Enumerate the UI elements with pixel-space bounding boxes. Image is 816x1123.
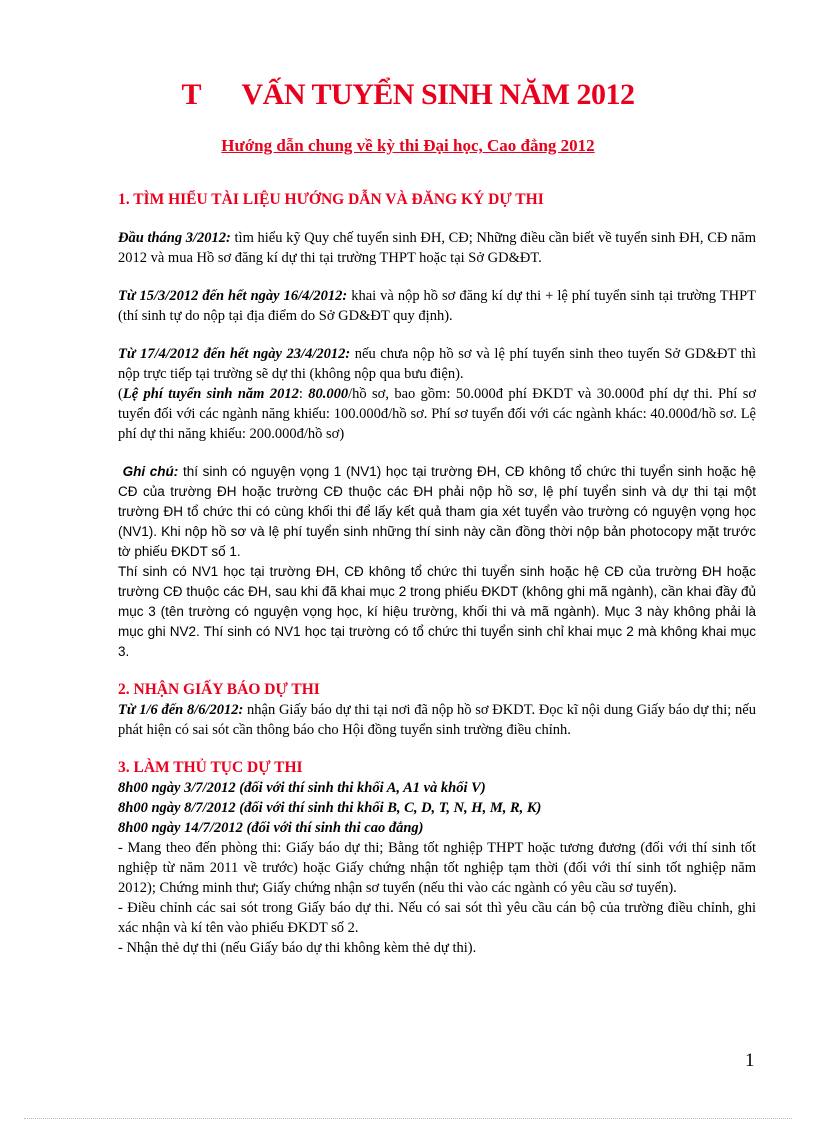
fee-label: Lệ phí tuyển sinh năm 2012	[122, 386, 299, 402]
date-label: Từ 15/3/2012 đến hết ngày 16/4/2012:	[118, 288, 348, 304]
paragraph-late-submission: Từ 17/4/2012 đến hết ngày 23/4/2012: nếu chưa nộp hồ sơ và lệ phí tuyển sinh theo tuyến Sở GD&ĐT thì nộp trực tiếp tại trường sẽ dự thi (không nộp qua bưu điện).	[118, 346, 756, 382]
title-part-b: VẤN TUYỂN SINH NĂM 2012	[241, 78, 635, 111]
fee-amount: 80.000	[308, 386, 349, 402]
page-title	[0, 78, 816, 112]
note-label: Ghi chú:	[122, 464, 179, 479]
page-subtitle: Hướng dẫn chung về kỳ thi Đại học, Cao đẳng 2012	[221, 136, 595, 155]
date-label: Từ 1/6 đến 8/6/2012:	[118, 702, 244, 718]
paragraph-note-continued: Thí sinh có NV1 học tại trường ĐH, CĐ không tổ chức thi tuyển sinh hoặc hệ CĐ của trường ĐH hoặc trường CĐ thuộc các ĐH, sau khi đã khai mục 2 trong phiếu ĐKDT (không ghi mã ngành), cần khai đầy đủ mục 3 (tên trường có nguyện vọng học, kí hiệu trường, khối thi và mã ngành). Mục 3 này không phải là mục ghi NV2. Thí sinh có NV1 học tại trường có tổ chức thi tuyển sinh chỉ khai mục 2 mà không khai mục 3.	[118, 564, 756, 659]
list-item: - Điều chỉnh các sai sót trong Giấy báo dự thi. Nếu có sai sót thì yêu cầu cán bộ của trường điều chỉnh, ghi xác nhận và kí tên vào phiếu ĐKDT số 2.	[118, 900, 756, 936]
schedule-line: 8h00 ngày 8/7/2012 (đối với thí sinh thi khối B, C, D, T, N, H, M, R, K)	[118, 800, 542, 816]
page-divider	[24, 1118, 792, 1119]
schedule-line: 8h00 ngày 14/7/2012 (đối với thí sinh thi cao đẳng)	[118, 820, 424, 836]
date-label: Đầu tháng 3/2012:	[118, 230, 231, 246]
paragraph-admission-notice: Từ 1/6 đến 8/6/2012: nhận Giấy báo dự thi tại nơi đã nộp hồ sơ ĐKDT. Đọc kĩ nội dung Giấy báo dự thi; nếu phát hiện có sai sót cần thông báo cho Hội đồng tuyển sinh trường điều chỉnh.	[118, 702, 756, 738]
paragraph-fees: (Lệ phí tuyển sinh năm 2012: 80.000/hồ sơ, bao gồm: 50.000đ phí ĐKDT và 30.000đ phí dự thi. Phí sơ tuyển đối với các ngành năng khiếu: 100.000đ/hồ sơ. Phí sơ tuyển đối với các ngành khác: 40.000đ/hồ sơ. Lệ phí dự thi năng khiếu: 200.000đ/hồ sơ)	[118, 386, 757, 442]
list-item: - Nhận thẻ dự thi (nếu Giấy báo dự thi không kèm thẻ dự thi).	[118, 940, 477, 956]
page-number: 1	[745, 1050, 755, 1071]
section-3-heading: 3. LÀM THỦ TỤC DỰ THI	[118, 759, 303, 776]
paragraph-note: Ghi chú: thí sinh có nguyện vọng 1 (NV1) học tại trường ĐH, CĐ không tổ chức thi tuyển sinh hoặc hệ CĐ của trường ĐH hoặc trường CĐ thuộc các ĐH phải nộp hồ sơ, lệ phí tuyển sinh và dự thi tại một trường ĐH tổ chức thi có cùng khối thi để lấy kết quả tham gia xét tuyển vào trường có nguyện vọng học (NV1). Khi nộp hồ sơ và lệ phí tuyển sinh những thí sinh này cần đồng thời nộp bản photocopy mặt trước tờ phiếu ĐKDT số 1.	[118, 464, 756, 559]
schedule-line: 8h00 ngày 3/7/2012 (đối với thí sinh thi khối A, A1 và khối V)	[118, 780, 486, 796]
paragraph-early-march: Đầu tháng 3/2012: tìm hiểu kỹ Quy chế tuyển sinh ĐH, CĐ; Những điều cần biết về tuyển sinh ĐH, CĐ năm 2012 và mua Hồ sơ đăng kí dự thi tại trường THPT hoặc tại Sở GD&ĐT.	[118, 230, 756, 266]
section-1-heading: 1. TÌM HIỂU TÀI LIỆU HƯỚNG DẪN VÀ ĐĂNG KÝ DỰ THI	[118, 191, 544, 208]
date-label: Từ 17/4/2012 đến hết ngày 23/4/2012:	[118, 346, 351, 362]
paragraph-submission-period: Từ 15/3/2012 đến hết ngày 16/4/2012: khai và nộp hồ sơ đăng kí dự thi + lệ phí tuyển sinh tại trường THPT (thí sinh tự do nộp tại địa điểm do Sở GD&ĐT quy định).	[118, 288, 756, 324]
document-body	[118, 190, 756, 958]
title-part-a: T	[181, 78, 202, 111]
section-2-heading: 2. NHẬN GIẤY BÁO DỰ THI	[118, 681, 320, 698]
list-item: - Mang theo đến phòng thi: Giấy báo dự thi; Bằng tốt nghiệp THPT hoặc tương đương (đối với thí sinh tốt nghiệp từ năm 2011 về trước) hoặc Giấy chứng nhận tốt nghiệp tạm thời (đối với thí sinh tốt nghiệp năm 2012); Chứng minh thư; Giấy chứng nhận sơ tuyển (nếu thi vào các ngành có yêu cầu sơ tuyển).	[118, 840, 756, 896]
